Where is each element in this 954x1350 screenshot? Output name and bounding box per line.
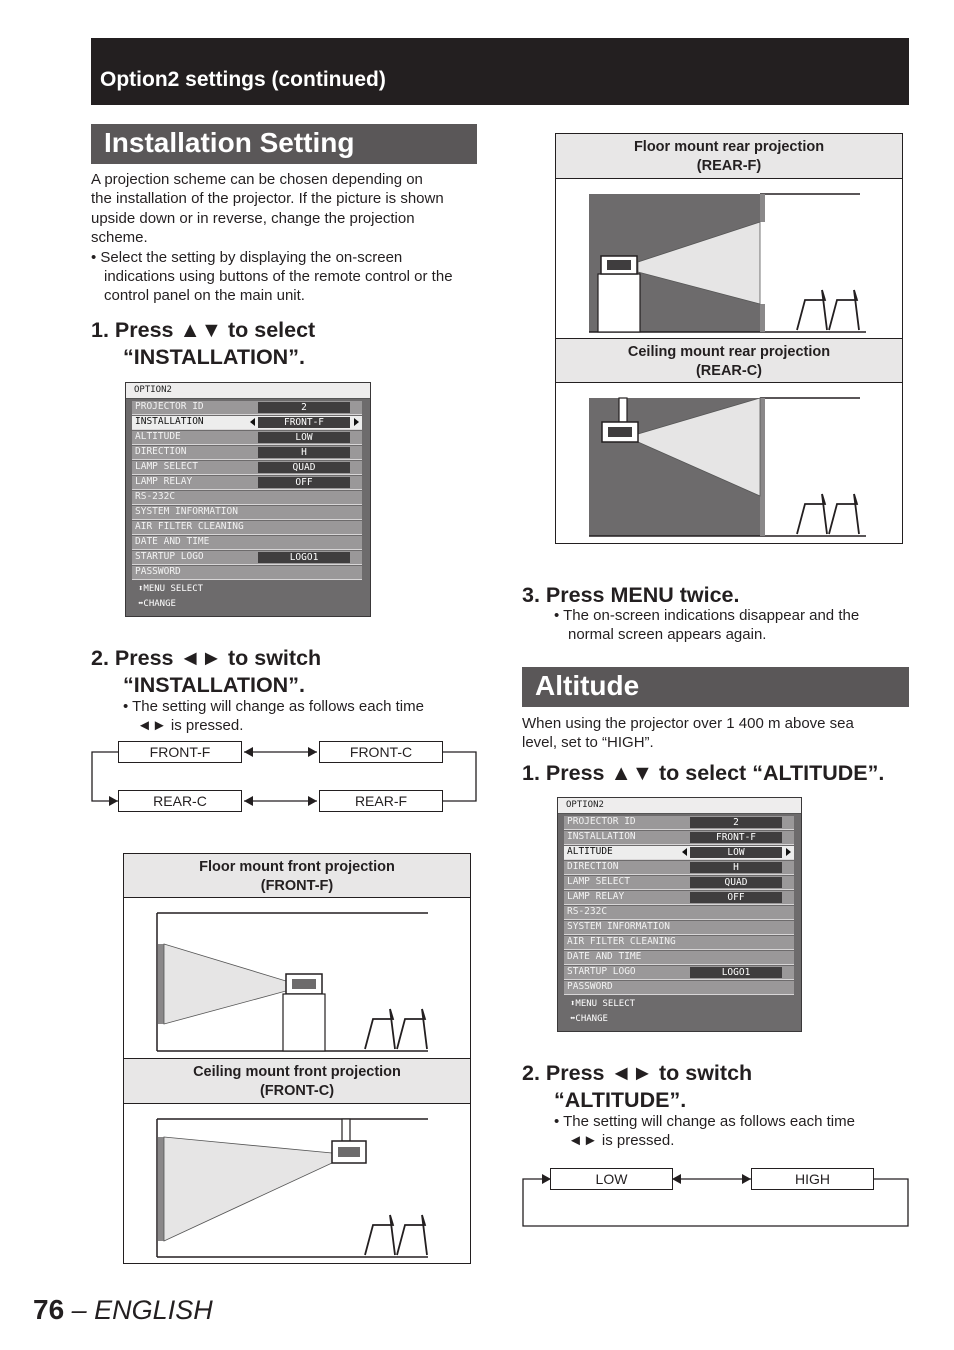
note-line: • The setting will change as follows each time: [123, 698, 424, 715]
rear-f-illustration: [556, 180, 902, 338]
osd-row-label: STARTUP LOGO: [135, 551, 204, 562]
osd-row-value: OFF: [258, 477, 350, 488]
osd-row-value: LOW: [258, 432, 350, 443]
osd-row-label: LAMP RELAY: [135, 476, 193, 487]
osd-footer-change: ⬌CHANGE: [138, 599, 176, 609]
altitude-intro: [522, 714, 854, 753]
note-line: • The on-screen indications disappear and the: [554, 607, 860, 624]
intro-line: A projection scheme can be chosen depending on: [91, 171, 423, 188]
arrow-left-icon[interactable]: [250, 418, 255, 426]
flow-front-f: FRONT-F: [118, 741, 242, 763]
note-line: ◄► is pressed.: [568, 1132, 675, 1150]
osd-row-value: H: [690, 862, 782, 873]
osd-title: OPTION2: [558, 798, 801, 814]
rear-c-illustration: [556, 384, 902, 542]
osd-row-value: QUAD: [258, 462, 350, 473]
step-text: 1. Press ▲▼ to select: [91, 318, 316, 342]
osd-row-label: PROJECTOR ID: [567, 816, 636, 827]
install-step-2: [91, 645, 321, 699]
step-text: “ALTITUDE”.: [554, 1088, 687, 1112]
altitude-step-2-note: [554, 1112, 855, 1151]
flow-front-c: FRONT-C: [319, 741, 443, 763]
osd-footer-change: ⬌CHANGE: [570, 1014, 608, 1024]
osd-row-value: FRONT-F: [690, 832, 782, 843]
osd-row[interactable]: [132, 461, 362, 475]
osd-row-label: PROJECTOR ID: [135, 401, 204, 412]
osd-row[interactable]: [132, 431, 362, 445]
osd-row[interactable]: [132, 551, 362, 565]
osd-row[interactable]: [564, 966, 794, 980]
front-f-illustration: [124, 899, 470, 1057]
front-c-illustration: [124, 1105, 470, 1262]
osd-row[interactable]: [132, 416, 362, 430]
osd-row-label: INSTALLATION: [567, 831, 636, 842]
step-text: 2. Press ◄► to switch: [91, 646, 322, 670]
osd-row[interactable]: [132, 476, 362, 490]
osd-row[interactable]: [132, 521, 362, 535]
osd-row-label: AIR FILTER CLEANING: [567, 936, 676, 947]
osd-row-label: DATE AND TIME: [567, 951, 642, 962]
section-header-title: Option2 settings (continued): [100, 68, 386, 91]
osd-row[interactable]: [564, 846, 794, 860]
installation-title: Installation Setting: [104, 127, 355, 158]
step-text: “INSTALLATION”.: [123, 345, 305, 369]
osd-row-label: DIRECTION: [567, 861, 619, 872]
osd-row[interactable]: [564, 981, 794, 995]
osd-row-label: DATE AND TIME: [135, 536, 210, 547]
osd-row-value: LOGO1: [258, 552, 350, 563]
osd-row[interactable]: [132, 536, 362, 550]
install-step-3: 3. Press MENU twice.: [522, 583, 740, 607]
osd-row-label: PASSWORD: [567, 981, 613, 992]
osd-menu-altitude: [557, 797, 802, 1032]
osd-row-value: LOW: [690, 847, 782, 858]
install-step-1: [91, 317, 315, 371]
note-line: ◄► is pressed.: [137, 717, 244, 735]
step-text: 2. Press ◄► to switch: [522, 1061, 753, 1085]
osd-row-label: SYSTEM INFORMATION: [567, 921, 670, 932]
osd-row[interactable]: [564, 861, 794, 875]
osd-row-label: RS-232C: [567, 906, 608, 917]
osd-row[interactable]: [132, 446, 362, 460]
step-text: “INSTALLATION”.: [123, 673, 305, 697]
rear-f-heading: Floor mount rear projection (REAR-F): [556, 134, 902, 179]
arrow-left-icon[interactable]: [682, 848, 687, 856]
osd-row-label: AIR FILTER CLEANING: [135, 521, 244, 532]
front-f-heading: Floor mount front projection (FRONT-F): [124, 854, 470, 898]
front-c-heading: Ceiling mount front projection (FRONT-C): [124, 1058, 470, 1104]
osd-row-label: PASSWORD: [135, 566, 181, 577]
page-language: – ENGLISH: [64, 1295, 213, 1325]
page-footer: [33, 1294, 213, 1326]
osd-row-label: STARTUP LOGO: [567, 966, 636, 977]
flow-low: LOW: [550, 1168, 673, 1190]
osd-row[interactable]: [564, 921, 794, 935]
osd-row-value: H: [258, 447, 350, 458]
osd-row-value: OFF: [690, 892, 782, 903]
bullet-line: indications using buttons of the remote control or the: [104, 268, 453, 286]
arrow-right-icon[interactable]: [786, 848, 791, 856]
intro-line: the installation of the projector. If the picture is shown: [91, 190, 444, 208]
intro-line: When using the projector over 1 400 m above sea: [522, 715, 854, 732]
osd-title: OPTION2: [126, 383, 370, 399]
bullet-line: control panel on the main unit.: [104, 287, 305, 305]
flow-rear-f: REAR-F: [319, 790, 443, 812]
rear-c-heading: Ceiling mount rear projection (REAR-C): [556, 338, 902, 383]
intro-line: upside down or in reverse, change the projection: [91, 209, 415, 227]
intro-line: scheme.: [91, 229, 148, 247]
osd-row[interactable]: [132, 506, 362, 520]
flow-high: HIGH: [751, 1168, 874, 1190]
osd-row-label: ALTITUDE: [135, 431, 181, 442]
intro-line: level, set to “HIGH”.: [522, 734, 654, 752]
osd-row-label: DIRECTION: [135, 446, 187, 457]
note-line: • The setting will change as follows each time: [554, 1113, 855, 1130]
osd-menu-installation: [125, 382, 371, 617]
osd-row[interactable]: [564, 831, 794, 845]
flow-rear-c: REAR-C: [118, 790, 242, 812]
altitude-title: Altitude: [535, 670, 640, 701]
arrow-right-icon[interactable]: [354, 418, 359, 426]
osd-row-label: LAMP RELAY: [567, 891, 625, 902]
rear-projection-panel: [555, 133, 903, 544]
osd-row[interactable]: [564, 891, 794, 905]
altitude-step-2: [522, 1060, 752, 1114]
osd-row-value: FRONT-F: [258, 417, 350, 428]
page-number: 76: [33, 1294, 65, 1325]
osd-row[interactable]: [564, 906, 794, 920]
altitude-title-bar: [522, 667, 909, 707]
altitude-step-1: 1. Press ▲▼ to select “ALTITUDE”.: [522, 761, 885, 785]
osd-row[interactable]: [564, 816, 794, 830]
osd-footer-select: ⬍MENU SELECT: [138, 584, 204, 594]
install-step-3-note: [554, 606, 859, 645]
front-projection-panel: [123, 853, 471, 1264]
osd-row-value: 2: [258, 402, 350, 413]
osd-row-value: QUAD: [690, 877, 782, 888]
osd-row-label: LAMP SELECT: [567, 876, 630, 887]
osd-row[interactable]: [132, 566, 362, 580]
osd-row-value: LOGO1: [690, 967, 782, 978]
install-step-2-note: [123, 697, 424, 736]
installation-intro: [91, 170, 491, 306]
osd-row[interactable]: [132, 401, 362, 415]
osd-row[interactable]: [564, 951, 794, 965]
osd-row-label: INSTALLATION: [135, 416, 204, 427]
note-line: normal screen appears again.: [568, 626, 767, 644]
osd-row-label: ALTITUDE: [567, 846, 613, 857]
installation-title-bar: [91, 124, 477, 164]
osd-row[interactable]: [564, 936, 794, 950]
osd-footer-select: ⬍MENU SELECT: [570, 999, 636, 1009]
bullet-line: • Select the setting by displaying the on-screen: [91, 248, 403, 266]
osd-row[interactable]: [132, 491, 362, 505]
osd-row-value: 2: [690, 817, 782, 828]
osd-row-label: SYSTEM INFORMATION: [135, 506, 238, 517]
section-header-bar: [91, 38, 909, 105]
osd-row-label: RS-232C: [135, 491, 176, 502]
osd-row-label: LAMP SELECT: [135, 461, 198, 472]
osd-row[interactable]: [564, 876, 794, 890]
